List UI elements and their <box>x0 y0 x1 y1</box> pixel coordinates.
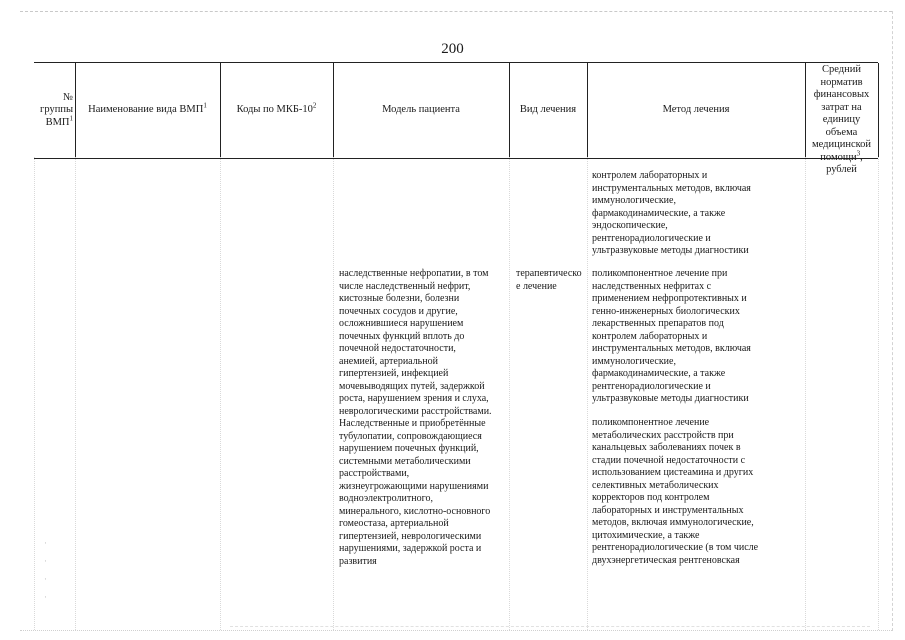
header-group-number-label: № группы ВМП <box>40 91 73 128</box>
scan-mark: · <box>44 592 47 602</box>
header-group-number-sup: 1 <box>69 114 73 123</box>
header-treatment-method-label: Метод лечения <box>662 104 730 116</box>
header-treatment-type <box>509 63 587 158</box>
scan-edge-bottom <box>20 630 892 631</box>
header-icd-codes-label: Коды по МКБ-10 <box>236 104 313 116</box>
column-guide <box>333 157 334 630</box>
column-guide <box>805 157 806 630</box>
patient-model-text: наследственные нефропатии, в том числе наследственный нефрит, кистозные болезни, болезни почечных сосудов и другие, осложнившиеся нарушением почечных функций вплоть до почечной недостаточности, анемией, артериальной гипертензией, инфекцией мочевыводящих путей, задержкой роста, нарушением зрения и слуха, неврологическими расстройствами. Наследственные и приобретённые тубулопатии, сопровождающиеся нарушением почечных функций, системными метаболическими расстройствами, жизнеугрожающими нарушениями водноэлектролитного, минерального, кислотно-основного гомеостаза, артериальной гипертензией, неврологическими нарушениями, задержкой роста и развития <box>339 268 492 567</box>
treatment-type-text: терапевтическо е лечение <box>516 268 582 292</box>
scan-noise <box>230 626 870 630</box>
treatment-method-text: поликомпонентное лечение метаболических расстройств при канальцевых заболеваниях почек в стадии почечной недостаточности с использованием цистеамина и других селективных метаболических корректоров под контролем лабораторных и инструментальных методов, включая иммунологические, цитохимические, а также рентгенорадиологические (в том числе двухэнергетическая рентгеновская <box>592 417 759 566</box>
scan-mark: · <box>44 556 47 566</box>
scan-mark: · <box>44 538 47 548</box>
header-vmp-name-label: Наименование вида ВМП <box>88 104 204 116</box>
header-average-cost-label: Средний норматив финансовых затрат на единицу объема медицинской помощи <box>811 64 872 163</box>
column-guide <box>75 157 76 630</box>
page-number: 200 <box>441 41 464 57</box>
column-guide <box>587 157 588 630</box>
header-average-cost-unit: , рублей <box>826 151 863 175</box>
scan-edge-right <box>892 11 893 631</box>
header-treatment-method <box>587 63 805 158</box>
column-guide <box>34 157 35 630</box>
table-header <box>34 62 878 175</box>
header-patient-model-label: Модель пациента <box>382 104 460 116</box>
header-icd-codes <box>220 63 333 158</box>
scan-mark: · <box>44 574 47 584</box>
scan-edge-top <box>20 11 892 12</box>
header-group-number <box>34 63 75 158</box>
header-average-cost-sup: 3 <box>856 149 861 157</box>
header-vmp-name-sup: 1 <box>203 101 207 110</box>
treatment-method-text: поликомпонентное лечение при наследственных нефритах с применением нефропротективных и генно-инженерных биологических лекарственных препаратов под контролем лабораторных и инструментальных методов, включая иммунологические, фармакодинамические, а также рентгенорадиологические и ультразвуковые методы диагностики <box>592 268 751 404</box>
column-guide <box>220 157 221 630</box>
header-average-cost <box>805 63 878 175</box>
header-patient-model <box>333 63 509 158</box>
header-treatment-type-label: Вид лечения <box>519 104 577 116</box>
column-guide <box>878 157 879 630</box>
header-divider <box>878 63 879 158</box>
method-continued-text: контролем лабораторных и инструментальных методов, включая иммунологические, фармакодинамические, а также эндоскопические, рентгенорадиологические и ультразвуковые методы диагностики <box>592 170 751 256</box>
header-vmp-name <box>75 63 220 158</box>
header-icd-codes-sup: 2 <box>312 101 317 110</box>
